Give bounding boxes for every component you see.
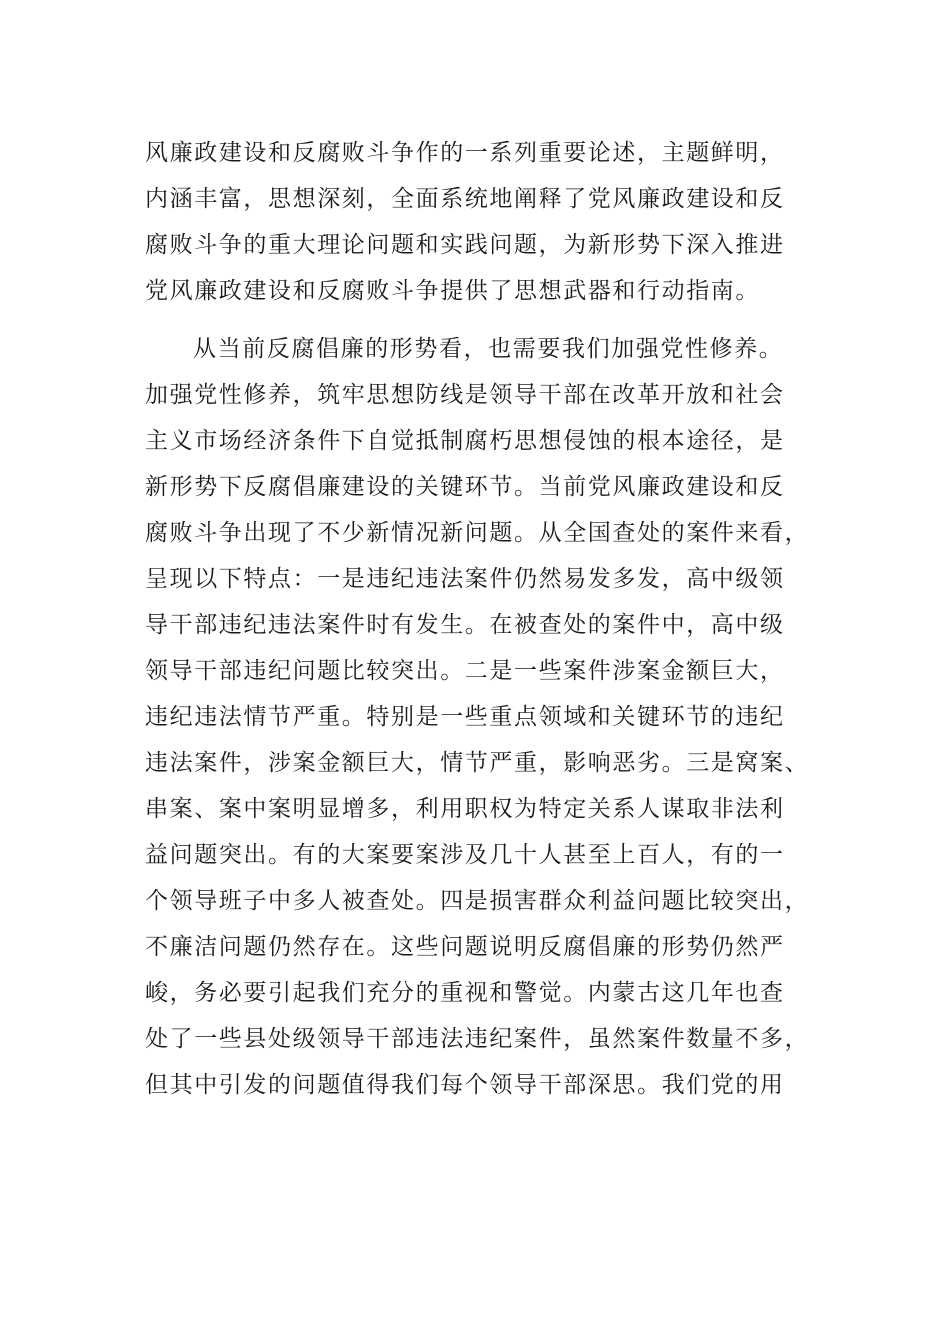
text-line: 峻，务必要引起我们充分的重视和警觉。内蒙古这几年也查 [145,980,785,1006]
text-line: 益问题突出。有的大案要案涉及几十人甚至上百人，有的一 [145,842,785,868]
text-line: 但其中引发的问题值得我们每个领导干部深思。我们党的用 [145,1072,785,1098]
text-line: 处了一些县处级领导干部违法违纪案件，虽然案件数量不多， [145,1026,810,1052]
text-line: 违纪违法情节严重。特别是一些重点领域和关键环节的违纪 [145,704,785,730]
text-line: 导干部违纪违法案件时有发生。在被查处的案件中，高中级 [145,612,785,638]
paragraph-continued [145,130,825,314]
text-line: 串案、案中案明显增多，利用职权为特定关系人谋取非法利 [145,796,785,822]
text-line: 新形势下反腐倡廉建设的关键环节。当前党风廉政建设和反 [145,474,785,500]
text-line: 个领导班子中多人被查处。四是损害群众利益问题比较突出， [145,888,810,914]
text-line: 呈现以下特点：一是违纪违法案件仍然易发多发，高中级领 [145,566,785,592]
text-line: 违法案件，涉案金额巨大，情节严重，影响恶劣。三是窝案、 [145,750,810,776]
text-line: 风廉政建设和反腐败斗争作的一系列重要论述，主题鲜明， [145,140,785,166]
paragraph-situation [145,326,825,1108]
text-line: 加强党性修养，筑牢思想防线是领导干部在改革开放和社会 [145,382,785,408]
text-line: 领导干部违纪问题比较突出。二是一些案件涉案金额巨大， [145,658,785,684]
text-line: 党风廉政建设和反腐败斗争提供了思想武器和行动指南。 [145,278,760,304]
text-line: 腐败斗争出现了不少新情况新问题。从全国查处的案件来看， [145,520,810,546]
text-line-first: 从当前反腐倡廉的形势看，也需要我们加强党性修养。 [193,336,784,362]
text-line: 不廉洁问题仍然存在。这些问题说明反腐倡廉的形势仍然严 [145,934,785,960]
text-line: 内涵丰富，思想深刻，全面系统地阐释了党风廉政建设和反 [145,186,785,212]
text-line: 主义市场经济条件下自觉抵制腐朽思想侵蚀的根本途径，是 [145,428,785,454]
text-line: 腐败斗争的重大理论问题和实践问题，为新形势下深入推进 [145,232,785,258]
